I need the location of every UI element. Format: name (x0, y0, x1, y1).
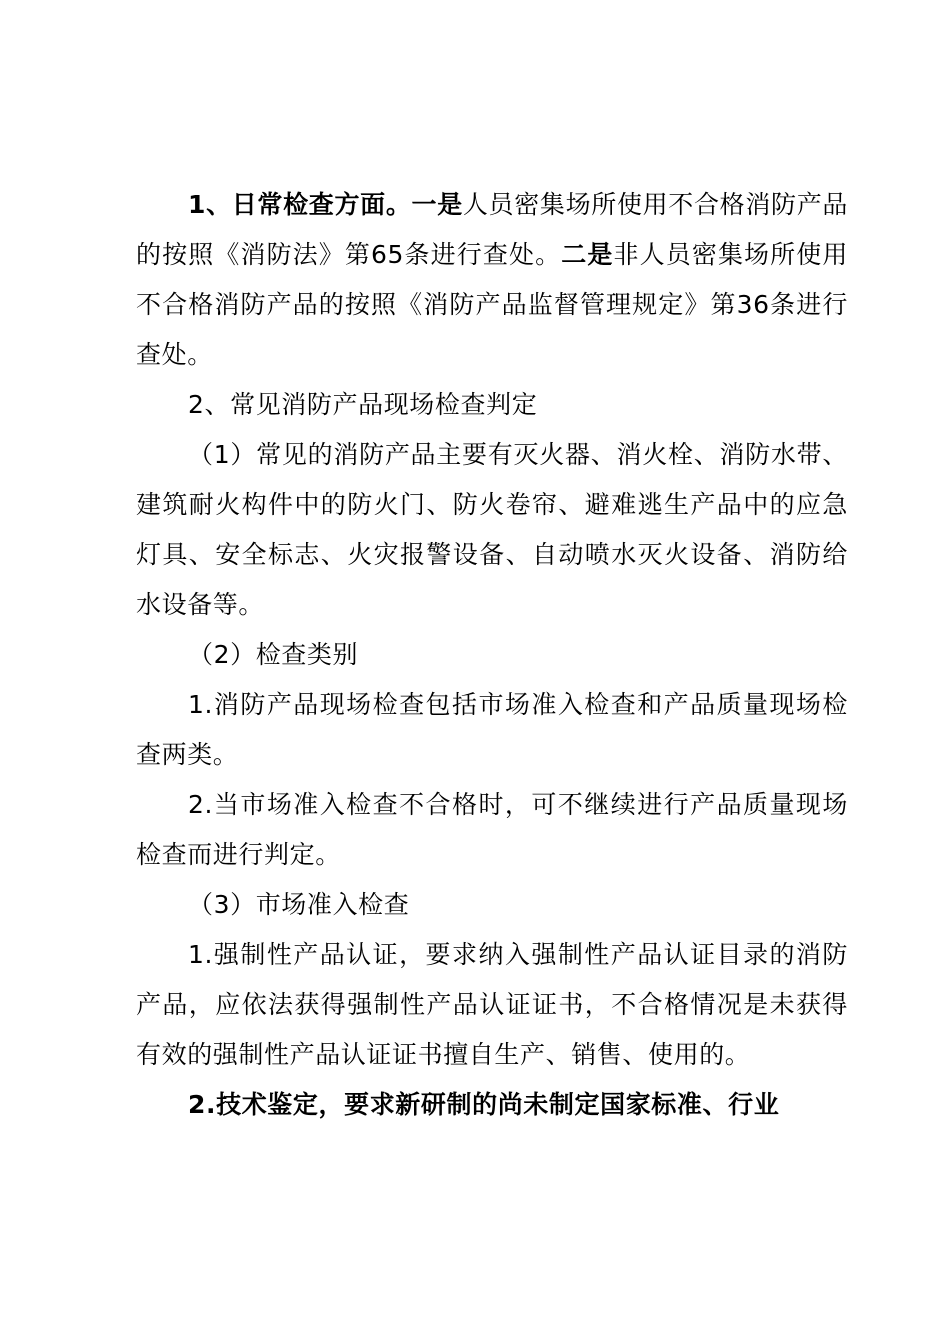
paragraph-text: 非人员密集场所使用不合格消防产品的按照《消防产品监督管理规定》第36条进行查处。 (136, 240, 849, 369)
paragraph-daily-inspection (136, 180, 848, 380)
paragraph-text: 人员密集场所使用不合格消防产品的按照《消防法》第65条进行查处。 (136, 190, 848, 269)
paragraph-common-products: （1）常见的消防产品主要有灭火器、消火栓、消防水带、建筑耐火构件中的防火门、防火卷帘、避难逃生产品中的应急灯具、安全标志、火灾报警设备、自动喷水灭火设备、消防给水设备等。 (136, 440, 848, 619)
bold-heading: 1、日常检查方面。一是 (188, 190, 463, 219)
paragraph-certification: 1.强制性产品认证，要求纳入强制性产品认证目录的消防产品，应依法获得强制性产品认证证书，不合格情况是未获得有效的强制性产品认证证书擅自生产、销售、使用的。 (136, 940, 848, 1069)
document-body (136, 180, 848, 1130)
paragraph-inspection-types: 1.消防产品现场检查包括市场准入检查和产品质量现场检查两类。 (136, 690, 848, 769)
section-heading-onsite-judgement: 2、常见消防产品现场检查判定 (188, 390, 538, 419)
paragraph-technical-appraisal: 2.技术鉴定，要求新研制的尚未制定国家标准、行业 (188, 1090, 780, 1119)
subheading-market-access: （3）市场准入检查 (188, 890, 410, 919)
bold-label: 二是 (561, 240, 614, 269)
subheading-inspection-categories: （2）检查类别 (188, 640, 359, 669)
paragraph-market-access-fail: 2.当市场准入检查不合格时，可不继续进行产品质量现场检查而进行判定。 (136, 790, 848, 869)
